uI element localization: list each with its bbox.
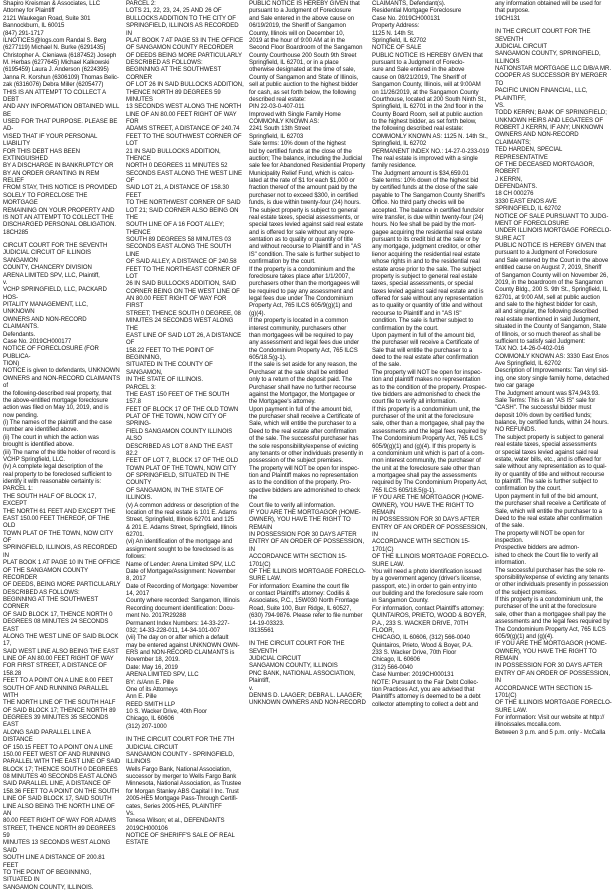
notice-column-3 [249, 1, 367, 750]
notice-column-5 [495, 1, 613, 750]
notice-block: IN THE CIRCUIT COURT FOR THE 7TH JUDICIAL CIRCUIT SANGAMON COUNTY - SPRINGFIELD, ILLINOIS Wells Fargo Bank, National Association, successor by merger to Wells Fargo Bank Minnesota, National Association, as Trustee for Morgan Stanley ABS Capital I Inc. Trust 2005-HE5 Mortgage Pass-Through Certifi- cates, Series 2005-HE5, PLAINTIFF Vs. Tonesa Wilson; et al., DEFENDANTS 2019CH000106 NOTICE OF SHERIFF'S SALE OF REAL ESTATE [126, 737, 242, 847]
notice-block: PARCEL 2: LOTS 21, 22, 23, 24, 25 AND 26 OF BULLOCKS ADDITION TO THE CITY OF SPRINGFIELD, ILLINOIS AS RECORDED IN PLAT BOOK 7 AT PAGE 53 IN THE OFFICE OF SANGAMON COUNTY RECORDER OF DEEDS BEING MORE PARTICULARLY DESCRIBED AS FOLLOWS: BEGINNING AT THE SOUTHWEST CORNER OF LOT 26 IN SAID BULLOCKS ADDITION, THENCE NORTH 89 DEGREES 59 MINUTES 13 SECONDS WEST ALONG THE NORTH LINE OF AN 80.00 FEET RIGHT OF WAY FOR ADAMS STREET, A DISTANCE OF 240.74 FEET TO THE SOUTHWEST CORNER OF LOT 21 IN SAID BULLOCKS ADDITION, THENCE NORTH 0 DEGREES 11 MINUTES 52 SECONDS EAST ALONG THE WEST LINE OF SAID LOT 21, A DISTANCE OF 158.30 FEET TO THE NORTHWEST CORNER OF SAID LOT 21; SAID CORNER ALSO BEING ON THE SOUTH LINE OF A 16 FOOT ALLEY; THENCE SOUTH 89 DEGREES 58 MINUTES 03 SECONDS EAST ALONG THE SOUTH LINE OF SAID ALLEY, A DISTANCE OF 240.58 FEET TO THE NORTHEAST CORNER OF LOT 26 IN SAID BULLOCKS ADDITION, SAID CORNER BEING ON THE WEST LINE OF AN 80.00 FEET RIGHT OF WAY FOR FIRST STREET; THENCE SOUTH 0 DEGREE, 08 MINUTES 24 SECONDS WEST ALONG THE EAST LINE OF SAID LOT 26, A DISTANCE OF 158.22 FEET TO THE POINT OF BEGINNING, SITUATED IN THE COUNTY OF SANGAMON, IN THE STATE OF ILLINOIS. PARCEL 3: THE EAST 150 FEET OF THE SOUTH 157.8 FEET OF BLOCK 17 OF THE OLD TOWN PLAT OF THE TOWN, NOW CITY OF SPRING- FIELD SANGAMON COUNTY ILLINOIS ALSO DESCRIBED AS LOT 8 AND THE EAST 82.2 FEET OF LOT 7, BLOCK 17 OF THE OLD TOWN PLAT OF THE TOWN, NOW CITY OF SPRINGFIELD, SITUATED IN THE COUNTY OF SANGAMON, IN THE STATE OF ILLINOIS. (v) A common address or description of the location of the real estate is 101 E. Adams Street, Springfield, Illinois 62701 and 125 & 201 E. Adams Street, Springfield, Illinois 62701. (vi) An identification of the mortgage and assignment sought to be foreclosed is as follows: Name of Lender: Arena Limited SPV, LLC Date of Mortgage/Assignment: November 8, 2017 Date of Recording of Mortgage: November 14, 2017 County where recorded: Sangamon, Illinois Recording document identification: Docu- ment No. 2017R29288 Permanent Index Numbers: 14-33-227- 032; 14-33-228-011, 14-34-101-007 (vii) The day on or after which a default may be entered against UNKNOWN OWN- ERS and NON-RECORD CLAIMANTS is November 18, 2019. Date: May 16, 2019 ARENA LIMITED SPV, LLC BY: /s/Ann E. Pille One of its Attorneys Ann E. Pille REED SMITH LLP 10 S. Wacker Drive, 40th Floor Chicago, IL 60606 (312) 207-1000 [126, 1, 244, 730]
notice-block: IN THE CIRCUIT COURT FOR THE SEVENTH JUDICIAL CIRCUIT SANGAMON COUNTY, ILLINOIS PNC BANK, NATIONAL ASSOCIATION, Plaintiff, v. DENNIS D. LAAGER; DEBRA L. LAAGER; UNKNOWN OWNERS AND NON-RECORD [249, 641, 366, 707]
notice-block: any information obtained will be used for that purpose. 19CH131 [495, 1, 602, 22]
notice-block: CIRCUIT COURT FOR THE SEVENTH JUDICIAL CIRCUIT OF ILLINOIS SANGAMON COUNTY, CHANCERY DIVISION ARENA LIMITED SPV, LLC, Plaintiff, v. VCHP SPRINGFIELD, LLC, PACKARD HOS- PITALITY MANAGEMENT, LLC, UNKNOWN OWNERS AND NON-RECORD CLAIMANTS. Defendants. Case No. 2019CH000177 NOTICE OF FORECLOSURE (FOR PUBLICA- TION) NOTICE is given to defendants, UNKNOWN OWNERS and NON-RECORD CLAIMANTS of the following-described real property, that the above-entitled mortgage foreclosure action was filed on May 10, 2019, and is now pending. (i) The names of the plaintiff and the case number are identified above. (ii) The court in which the action was brought is identified above. (iii) The name of the title holder of record is VCHP Springfield, LLC. (iv) A complete legal description of the real property to be foreclosed sufficient to identify it with reasonable certainty is: PARCEL 1: THE SOUTH HALF OF BLOCK 17, EXCEPT THE NORTH 61 FEET AND EXCEPT THE EAST 150.00 FEET THEREOF, OF THE OLD TOWN PLAT OF THE TOWN, NOW CITY OF SPRINGFIELD, ILLINOIS, AS RECORDED IN PLAT BOOK 1 AT PAGE 10 IN THE OFFICE OF THE SANGAMON COUNTY RECORDER OF DEEDS, BEING MORE PARTICULARLY DESCRIBED AS FOLLOWS: BEGINNING AT THE SOUTHWEST CORNER OF SAID BLOCK 17, THENCE NORTH 0 DEGREES 08 MINUTES 24 SECONDS EAST ALONG THE WEST LINE OF SAID BLOCK 17, SAID WEST LINE ALSO BEING THE EAST LINE OF AN 80.00 FEET RIGHT OF WAY FOR FIRST STREET, A DISTANCE OF 158.28 FEET TO A POINT ON A LINE 8.00 FEET SOUTH OF AND RUNNING PARALLEL WITH THE NORTH LINE OF THE SOUTH HALF OF SAID BLOCK 17; THENCE NORTH 89 DEGREES 39 MINUTES 35 SECONDS EAST ALONG SAID PARALLEL LINE A DISTANCE OF 150.15 FEET TO A POINT ON A LINE 150.00 FEET WEST OF AND RUNNING PARALLEL WITH THE EAST LINE OF SAID BLOCK 17; THENCE SOUTH 0 DEGREES 08 MINUTES 40 SECONDS EAST ALONG SAID PARALLEL LINE, A DISTANCE OF 158.36 FEET TO A POINT ON THE SOUTH LINE OF SAID BLOCK 17, SAID SOUTH LINE ALSO BEING THE NORTH LINE OF AN 80.00 FEET RIGHT OF WAY FOR ADAMS STREET, THENCE NORTH 89 DEGREES 59 MINUTES 13 SECONDS WEST ALONG SAID SOUTH LINE A DISTANCE OF 200.81 FEET TO THE POINT OF BEGINNING, SITUATED IN SANGAMON COUNTY, ILLINOIS. [3, 243, 121, 891]
notice-column-4 [372, 1, 490, 750]
notice-block: Shapiro Kreisman & Associates, LLC Attorney for Plaintiff 2121 Waukegan Road, Suite 301 Bannockburn, IL 60015 (847) 291-1717 ILNOTICES@logs.com Randal S. Berg (6277119) Michael N. Burke (6291435) Christopher A. Cieniawa (6187452) Joseph M. Herbas (6277645) Michael Kalkowski (6195459) Laura J. Anderson (6224395) Janna R. Korshun (6306109) Thomas Belic- zak (6316076) Debra Miller (6205477) THIS IS AN ATTEMPT TO COLLECT A DEBT AND ANY INFORMATION OBTAINED WILL BE USED FOR THAT PURPOSE. PLEASE BE AD- VISED THAT IF YOUR PERSONAL LIABILITY FOR THIS DEBT HAS BEEN EXTINGUISHED BY A DISCHARGE IN BANKRUPTCY OR BY AN ORDER GRANTING IN REM RELIEF FROM STAY, THIS NOTICE IS PROVIDED SOLELY TO FORECLOSE THE MORTGAGE REMAINING ON YOUR PROPERTY AND IS NOT AN ATTEMPT TO COLLECT THE DISCHARGED PERSONAL OBLIGATION. 18CH285 [3, 1, 120, 236]
notice-column-2 [126, 1, 244, 847]
notice-block: IN THE CIRCUIT COURT FOR THE SEVENTH JUDICIAL CIRCUIT SANGAMON COUNTY, SPRINGFIELD, ILLINOIS NATIONSTAR MORTGAGE LLC D/B/A MR. COOPER AS SUCCESSOR BY MERGER TO PACIFIC UNION FINANCIAL, LLC, PLAINTIFF, VS. TODD KERRN; BANK OF SPRINGFIELD; UNKNOWN HEIRS AND LEGATEES OF ROBERT J KERRN, IF ANY; UNKNOWN OWNERS AND NON-RECORD CLAIMANTS; TED HARDEN, SPECIAL REPRESENTATIVE OF THE DECEASED MORTGAGOR, ROBERT J KERRN, DEFENDANTS. 18 CH 000276 3330 EAST ENOS AVE SPRINGFIELD, IL 62702 NOTICE OF SALE PURSUANT TO JUDG- MENT OF FORECLOSURE UNDER ILLINOIS MORTGAGE FORECLO- SURE ACT PUBLIC NOTICE IS HEREBY GIVEN that pursuant to a Judgment of Foreclosure and Sale entered by the Court in the above entitled cause on August 7, 2019, Sheriff of Sangamon County will on November 26, 2019, in the boardroom of the Sangamon County Bldg., 200 S. 9th St., Springfield, IL 62701, at 9:00 AM, sell at public auction and sale to the highest bidder for cash, all and singular, the following described real estate mentioned in said Judgment, situated in the County of Sangamon, State of Illinois, or so much thereof as shall be sufficient to satisfy said Judgment: TAX NO. 14-26-0-402-016 COMMONLY KNOWN AS: 3330 East Enos Ave Springfield, IL 62702 Description of Improvements: Tan vinyl sid- ing, one story single family home, detached two car garage The Judgment amount was $74,943.93. Sale Terms: This is an "AS IS" sale for "CASH". The successful bidder must deposit 10% down by certified funds; balance, by certified funds, within 24 hours. NO REFUNDS. The subject property is subject to general real estate taxes, special assessments or special taxes levied against said real estate, water bills, etc., and is offered for sale without any representation as to qual- ity or quantity of title and without recourse to plaintiff. The sale is further subject to confirmation by the court. Upon payment in full of the bid amount, the purchaser shall receive a Certificate of Sale, which will entitle the purchaser to a Deed to the real estate after confirmation of the sale. The property will NOT be open for inspection. Prospective bidders are admon- ished to check the Court file to verify all information. The successful purchaser has the sole re- sponsibility/expense of evicting any tenants or other individuals presently in possession of the subject premises. If this property is a condominium unit, the purchaser of the unit at the foreclosure sale, other than a mortgagee shall pay the assessments and the legal fees required by The Condominium Property Act, 765 ILCS 605/9(g)(1) and (g)(4). IF YOU ARE THE MORTGAGOR (HOME- OWNER), YOU HAVE THE RIGHT TO REMAIN IN POSSESSION FOR 30 DAYS AFTER ENTRY OF AN ORDER OF POSSESSION, IN ACCORDANCE WITH SECTION 15-1701(C) OF THE ILLINOIS MORTGAGE FORECLO- SURE LAW. For information: Visit our website at http:// illinoissales.mccalla.com. Between 3 p.m. and 5 p.m. only - McCalla [495, 29, 612, 736]
notice-block: CLAIMANTS, Defendant(s). Residential Mortgage Foreclosure Case No. 2019CH000131 Property Address: 1125 N. 14th St. Springfield, IL 62702 NOTICE OF SALE PUBLIC NOTICE IS HEREBY GIVEN that pursuant to a Judgment of Foreclo- sure and Sale entered in the above cause on 08/21/2019, The Sheriff of Sangamon County, Illinois, will at 9:00AM on 11/26/2019, at the Sangamon County Courthouse, located at 200 South Ninth St., Springfield, IL 62701 in the 2nd floor in the County Board Room, sell at public auction to the highest bidder, as set forth below, the following described real estate: COMMONLY KNOWN AS: 1125 N. 14th St., Springfield, IL 62702 PERMANENT INDEX NO.: 14-27-0-233-019 The real estate is improved with a single family residence. The Judgment amount is $34,659.01 Sale terms: 10% down of the highest bid by certified funds at the close of the sale payable to The Sangamon County Sheriff's Office. No third party checks will be accepted. The balance in certified funds/or wire transfer, is due within twenty-four (24) hours. No fee shall be paid by the mort- gagee acquiring the residential real estate pursuant to its credit bid at the sale or by any mortgage, judgment creditor, or other lienor acquiring the residential real estate whose rights in and to the residential real estate arose prior to the sale. The subject property is subject to general real estate taxes, special assessments, or special taxes levied against said real estate and is offered for sale without any representation as to quality or quantity of title and without recourse to Plaintiff and in "AS IS" condition. The sale is further subject to confirmation by the court. Upon payment in full of the amount bid, the purchaser will receive a Certificate of Sale that will entitle the purchaser to a deed to the real estate after confirmation of the sale. The property will NOT be open for inspec- tion and plaintiff makes no representation as to the condition of the property. Prospec- tive bidders are admonished to check the court file to verify all information. If this property is a condominium unit, the purchaser of the unit at the foreclosure sale, other than a mortgagee, shall pay the assessments and the legal fees required by The Condominium Property Act, 765 ILCS 605/9(g)(1) and (g)(4). If this property is a condominium unit which is part of a com- mon interest community, the purchaser of the unit at the foreclosure sale other than a mortgagee shall pay the assessments required by The Condominium Property Act, 765 ILCS 605/18.5(g-1). IF YOU ARE THE MORTGAGOR (HOME- OWNER), YOU HAVE THE RIGHT TO REMAIN IN POSSESSION FOR 30 DAYS AFTER ENTRY OF AN ORDER OF POSSESSION, IN ACCORDANCE WITH SECTION 15-1701(C) OF THE ILLINOIS MORTGAGE FORECLO- SURE LAW. You will need a photo identification issued by a government agency (driver's license, passport, etc.) in order to gain entry into our building and the foreclosure sale room in Sangamon County. For information, contact Plaintiff's attorney: QUINTAIROS, PRIETO, WOOD & BOYER, P.A., 233 S. WACKER DRIVE, 70TH FLOOR, CHICAGO, IL 60606, (312) 566-0040 Quintairos, Prieto, Wood & Boyer, P.A. 233 S. Wacker Drive, 70th Floor Chicago, IL 60606 (312) 566-0040 Case Number: 2019CH000131 NOTE: Pursuant to the Fair Debt Collec- tion Practices Act, you are advised that Plaintiff's attorney is deemed to be a debt collector attempting to collect a debt and [372, 1, 490, 708]
notice-block: PUBLIC NOTICE IS HEREBY GIVEN that pursuant to a Judgment of Foreclosure and Sale entered in the above cause on 06/19/2019, the Sheriff of Sangamon County, Illinois will on December 10, 2019 at the hour of 9:00 AM at in the Second Floor Boardroom of the Sangamon County Courthouse 200 South 9th Street Springfield, IL 62701, or in a place otherwise designated at the time of sale, County of Sangamon and State of Illinois, sell at public auction to the highest bidder for cash, as set forth below, the following described real estate: PIN 22-03-0-407-011 Improved with Single Family Home COMMONLY KNOWN AS: 2241 South 13th Street Springfield, IL 62703 Sale terms: 10% down of the highest bid by certified funds at the close of the auction; The balance, including the Judicial sale fee for Abandoned Residential Property Municipality Relief Fund, which is calcu- lated at the rate of $1 for each $1,000 or fraction thereof of the amount paid by the purchaser not to exceed $300, in certified funds, is due within twenty-four (24) hours. The subject property is subject to general real estate taxes, special assessments, or special taxes levied against said real estate and is offered for sale without any repre- sentation as to quality or quantity of title and without recourse to Plaintiff and in "AS IS" condition. The sale is further subject to confirmation by the court. If the property is a condominium and the foreclosure takes place after 1/1/2007, purchasers other than the mortgagees will be required to pay any assessment and legal fees due under The Condominium Property Act, 765 ILCS 605/9(g)(1) and (g)(4). If the property is located in a common interest community, purchasers other than mortgagees will be required to pay any assessment and legal fees due under the Condominium Property Act, 765 ILCS 605/18.5(g-1). If the sale is set aside for any reason, the Purchaser at the sale shall be entitled only to a return of the deposit paid. The Purchaser shall have no further recourse against the Mortgagor, the Mortgagee or the Mortgagee's attorney. Upon payment in full of the amount bid, the purchaser shall receive a Certificate of Sale, which will entitle the purchaser to a Deed to the real estate after confirmation of the sale. The successful purchaser has the sole responsibility/expense of evicting any tenants or other individuals presently in possession of the subject premises. The property will NOT be open for inspec- tion and Plaintiff makes no representation as to the condition of the property. Pro- spective bidders are admonished to check the Court file to verify all information. IF YOU ARE THE MORTGAGOR (HOME- OWNER), YOU HAVE THE RIGHT TO REMAIN IN POSSESSION FOR 30 DAYS AFTER ENTRY OF AN ORDER OF POSSESSION, IN ACCORDANCE WITH SECTION 15-1701(C) OF THE ILLINOIS MORTGAGE FORECLO- SURE LAW. For information: Examine the court file or contact Plaintiff's attorney: Codilis & Associates, P.C., 15W030 North Frontage Road, Suite 100, Burr Ridge, IL 60527, (630) 794-9876. Please refer to file number 14-19-03323. I3135561 [249, 1, 366, 634]
notice-column-1 [3, 1, 121, 891]
